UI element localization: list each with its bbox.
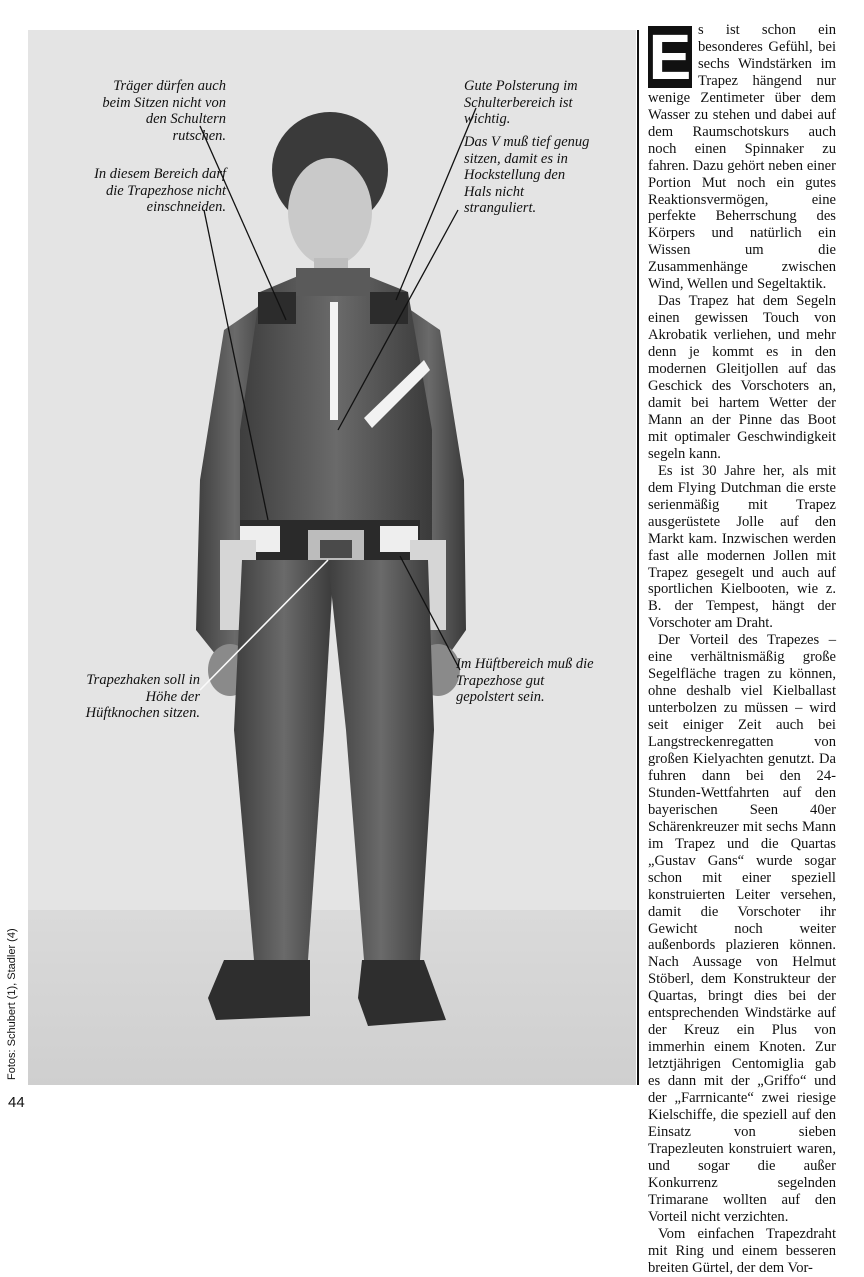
column-rule: [637, 30, 639, 1085]
caption-hip-padding: Im Hüftbereich muß die Trapezhose gut gepolstert sein.: [456, 656, 594, 705]
photo-trapeze-suit: [28, 30, 636, 1085]
article-paragraph: Es ist 30 Jahre her, als mit dem Flying Dutchman die erste serienmäßig mit Trapez ausgerüstete Jolle auf den Markt kam. Inzwischen werden fast alle modernen Jollen mit Trapez gesegelt und auch auf sportlichen Kielbooten, wie z. B. der Tempest, hängt der Vorschoter am Draht.: [648, 462, 836, 632]
article-column: [648, 22, 836, 1277]
article-paragraph: Vom einfachen Trapezdraht mit Ring und einem besseren breiten Gürtel, der dem Vor-: [648, 1225, 836, 1276]
caption-trousers-area: In diesem Bereich darf die Trapezhose nicht einschneiden.: [94, 166, 226, 215]
caption-v-neck: Das V muß tief genug sitzen, damit es in Hockstellung den Hals nicht stranguliert.: [464, 134, 590, 216]
photo-credit: Fotos: Schubert (1), Stadler (4): [6, 928, 18, 1080]
caption-straps: Träger dürfen auch beim Sitzen nicht von den Schultern rutschen.: [102, 78, 226, 144]
caption-hook: Trapezhaken soll in Höhe der Hüftknochen sitzen.: [85, 672, 200, 721]
caption-shoulder-padding: Gute Polsterung im Schulterbereich ist wichtig.: [464, 78, 578, 127]
drop-cap: E: [648, 21, 692, 93]
article-paragraph: Das Trapez hat dem Segeln einen gewissen Touch von Akrobatik verliehen, und mehr denn je kommt es in den modernen Gleitjollen auf das Geschick des Vorschoters an, damit bei hartem Wetter der Mann an der Pinne das Boot mit optimaler Geschwindigkeit segeln kann.: [648, 293, 836, 462]
page-number: 44: [8, 1094, 25, 1111]
article-paragraph: Der Vorteil des Trapezes – eine verhältnismäßig große Segelfläche tragen zu können, ohne deshalb viel Kielballast unterbolzen zu müssen – wird seit einiger Zeit auch bei Langstreckenregatten von großen Kielyachten genutzt. Da fuhren dann bei den 24-Stunden-Wettfahrten auf den bayerischen Seen 40er Schärenkreuzer mit sechs Mann im Trapez und die Quartas „Gustav Gans“ wurde sogar schon mit einer speziell konstruierten Leiter versehen, damit die Vorschoter ihr Gewicht noch weiter außenbords plazieren können. Nach Aussage von Helmut Stöberl, dem Konstrukteur der Quartas, bringt dies bei der entsprechenden Windstärke auf der Kreuz ein Plus von immerhin einem Knoten. Zur letztjährigen Centomiglia gab es dann mit der „Griffo“ und der „Farrnicante“ zwei riesige Kielschiffe, die speziell auf den Einsatz von sieben Trapezleuten konstruiert waren, und sogar die außer Konkurrenz segelnden Trimarane wollten auf den Vorteil nicht verzichten.: [648, 632, 836, 1225]
article-paragraph: s ist schon ein besonderes Gefühl, bei sechs Windstärken im Trapez hängend nur wenige Zentimeter über dem Wasser zu stehen und dabei auf dem Raumschotskurs auch noch einen Spinnaker zu fahren. Dazu gehört neben einer Portion Mut noch ein gutes Reaktionsvermögen, eine perfekte Beherrschung des Körpers und natürlich ein Wissen um die Zusammenhänge zwischen Wind, Wellen und Segeltaktik.: [648, 22, 836, 293]
